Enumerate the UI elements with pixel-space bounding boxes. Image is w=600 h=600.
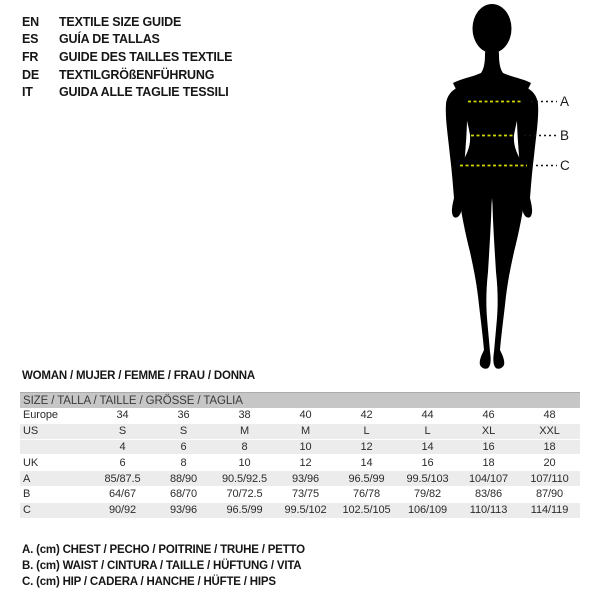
table-row <box>20 471 580 487</box>
size-cell: 96.5/99 <box>226 504 263 517</box>
size-table-body <box>20 408 580 519</box>
size-cell: 114/119 <box>530 504 569 517</box>
row-label: Europe <box>23 409 58 422</box>
size-cell: XL <box>481 425 496 438</box>
table-row <box>20 440 580 456</box>
size-cell: 104/107 <box>468 472 509 485</box>
silhouette-body <box>453 44 531 369</box>
size-cell: 88/90 <box>169 472 198 485</box>
row-label: US <box>23 425 39 438</box>
size-cell: S <box>118 425 127 438</box>
size-cell: 20 <box>543 456 556 469</box>
size-cell: 36 <box>177 409 190 422</box>
size-cell: 8 <box>241 440 248 453</box>
language-row <box>22 48 232 66</box>
size-cell: 85/87.5 <box>104 472 141 485</box>
table-row <box>20 503 580 519</box>
size-cell: XXL <box>539 425 560 438</box>
size-cell: 90/92 <box>108 504 137 517</box>
size-cell: 79/82 <box>413 488 442 501</box>
size-cell: 96.5/99 <box>348 472 385 485</box>
size-table-header: SIZE / TALLA / TAILLE / GRÖSSE / TAGLIA <box>20 392 580 408</box>
language-title: GUIDE DES TAILLES TEXTILE <box>59 49 233 64</box>
size-cell: 14 <box>421 440 434 453</box>
size-cell: 93/96 <box>291 472 320 485</box>
marker-label-c: C <box>560 158 570 173</box>
language-title: GUIDA ALLE TAGLIE TESSILI <box>59 85 229 100</box>
row-label: UK <box>23 456 39 469</box>
language-title: TEXTILE SIZE GUIDE <box>59 14 182 29</box>
size-cell: 102.5/105 <box>342 504 391 517</box>
size-cell: 38 <box>238 409 251 422</box>
marker-label-b: B <box>560 128 570 143</box>
language-code: FR <box>22 49 39 64</box>
language-title: TEXTILGRÖßENFÜHRUNG <box>59 67 215 82</box>
section-title: WOMAN / MUJER / FEMME / FRAU / DONNA <box>22 370 256 382</box>
size-table <box>20 392 580 519</box>
size-cell: 46 <box>482 409 495 422</box>
size-cell: 44 <box>421 409 434 422</box>
language-row <box>22 83 232 101</box>
table-row <box>20 408 580 424</box>
size-cell: 34 <box>116 409 129 422</box>
size-cell: 48 <box>543 409 556 422</box>
size-cell: L <box>363 425 370 438</box>
legend-line: A. (cm) CHEST / PECHO / POITRINE / TRUHE / PETTO <box>22 544 305 556</box>
size-cell: 12 <box>360 440 373 453</box>
size-cell: 12 <box>299 456 312 469</box>
size-cell: 107/110 <box>530 472 569 485</box>
row-label: C <box>23 504 31 517</box>
size-cell: 90.5/92.5 <box>222 472 267 485</box>
size-cell: L <box>424 425 431 438</box>
size-cell: M <box>300 425 311 438</box>
measurement-legend <box>22 543 305 591</box>
language-code: IT <box>22 85 33 100</box>
language-list <box>22 13 232 101</box>
size-cell: 64/67 <box>108 488 137 501</box>
size-cell: 99.5/103 <box>406 472 449 485</box>
size-cell: 83/86 <box>474 488 503 501</box>
size-cell: 93/96 <box>169 504 198 517</box>
language-code: EN <box>22 14 39 29</box>
size-cell: 42 <box>360 409 373 422</box>
legend-line: C. (cm) HIP / CADERA / HANCHE / HÜFTE / HIPS <box>22 575 276 588</box>
size-cell: 16 <box>482 440 495 453</box>
language-code: ES <box>22 32 39 47</box>
size-cell: 18 <box>543 440 556 453</box>
row-label: B <box>23 488 31 501</box>
size-cell: 18 <box>482 456 495 469</box>
size-cell: S <box>179 425 188 438</box>
size-cell: 110/113 <box>469 504 508 517</box>
size-cell: 8 <box>180 456 187 469</box>
language-row <box>22 31 232 49</box>
table-row <box>20 455 580 471</box>
size-cell: 73/75 <box>291 488 320 501</box>
language-title: GUÍA DE TALLAS <box>59 32 160 47</box>
language-row <box>22 13 232 31</box>
size-cell: 6 <box>180 440 187 453</box>
size-cell: 87/90 <box>535 488 564 501</box>
size-cell: 70/72.5 <box>226 488 263 501</box>
table-row <box>20 424 580 440</box>
size-cell: 4 <box>119 440 126 453</box>
size-cell: 10 <box>238 456 251 469</box>
language-code: DE <box>22 67 39 82</box>
language-row <box>22 66 232 84</box>
size-cell: 76/78 <box>352 488 381 501</box>
size-cell: 68/70 <box>169 488 198 501</box>
legend-line: B. (cm) WAIST / CINTURA / TAILLE / HÜFTUNG / VITA <box>22 559 302 572</box>
size-cell: 106/109 <box>407 504 448 517</box>
size-cell: 99.5/102 <box>284 504 327 517</box>
size-cell: 10 <box>299 440 312 453</box>
woman-silhouette-figure <box>410 0 590 380</box>
row-label: A <box>23 472 31 485</box>
size-cell: 6 <box>119 456 126 469</box>
marker-label-a: A <box>560 94 570 109</box>
size-cell: 14 <box>360 456 373 469</box>
size-cell: M <box>239 425 250 438</box>
table-row <box>20 487 580 503</box>
size-cell: 40 <box>299 409 312 422</box>
size-cell: 16 <box>421 456 434 469</box>
